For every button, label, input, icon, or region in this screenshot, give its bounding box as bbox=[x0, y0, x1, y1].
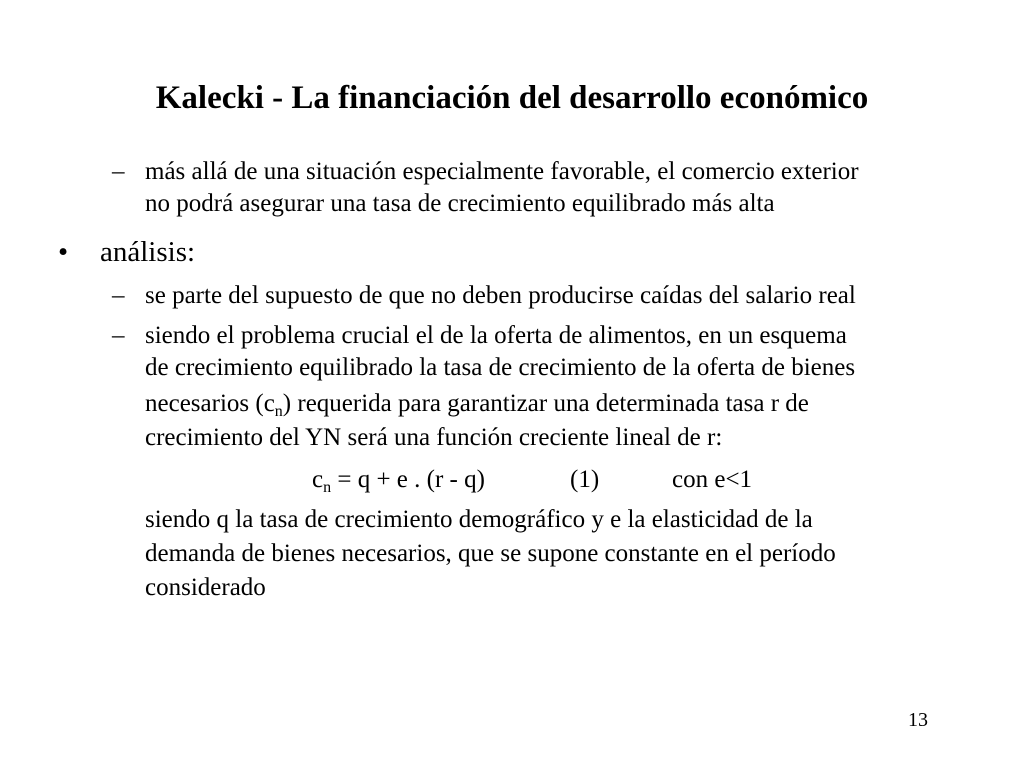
equation-formula bbox=[312, 464, 485, 496]
equation-condition: con e<1 bbox=[672, 466, 753, 493]
bullet-marker: • bbox=[58, 236, 69, 268]
item1-line2: no podrá asegurar una tasa de crecimiento equilibrado más alta bbox=[145, 190, 775, 217]
continuation-line2: demanda de bienes necesarios, que se supone constante en el período bbox=[145, 540, 836, 567]
dash-marker: – bbox=[112, 282, 125, 309]
page-number: 13 bbox=[908, 709, 928, 731]
equation-lhs: c bbox=[312, 466, 324, 493]
bullet-label: análisis: bbox=[100, 236, 196, 268]
item3-line1: siendo el problema crucial el de la oferta de alimentos, en un esquema bbox=[145, 322, 847, 349]
item3-line2: de crecimiento equilibrado la tasa de crecimiento de la oferta de bienes bbox=[145, 354, 856, 381]
item3-line4: crecimiento del YN será una función creciente lineal de r: bbox=[145, 424, 723, 451]
equation-number: (1) bbox=[570, 466, 600, 493]
continuation-line3: considerado bbox=[145, 574, 266, 601]
slide-title: Kalecki - La financiación del desarrollo económico bbox=[155, 80, 869, 116]
item1-line1: más allá de una situación especialmente favorable, el comercio exterior bbox=[145, 158, 859, 185]
equation-rhs: = q + e . (r - q) bbox=[331, 466, 485, 493]
equation-lhs-subscript: n bbox=[323, 479, 332, 496]
item3-line3-after: ) requerida para garantizar una determinada tasa r de bbox=[282, 390, 809, 417]
dash-marker: – bbox=[112, 322, 125, 349]
continuation-line1: siendo q la tasa de crecimiento demográfico y e la elasticidad de la bbox=[145, 506, 813, 533]
subscript-n: n bbox=[274, 403, 283, 420]
item3-line3 bbox=[145, 388, 809, 420]
item3-line3-before: necesarios (c bbox=[145, 390, 275, 417]
item2-line1: se parte del supuesto de que no deben producirse caídas del salario real bbox=[145, 282, 856, 309]
dash-marker: – bbox=[112, 158, 125, 185]
equation bbox=[0, 464, 1024, 496]
